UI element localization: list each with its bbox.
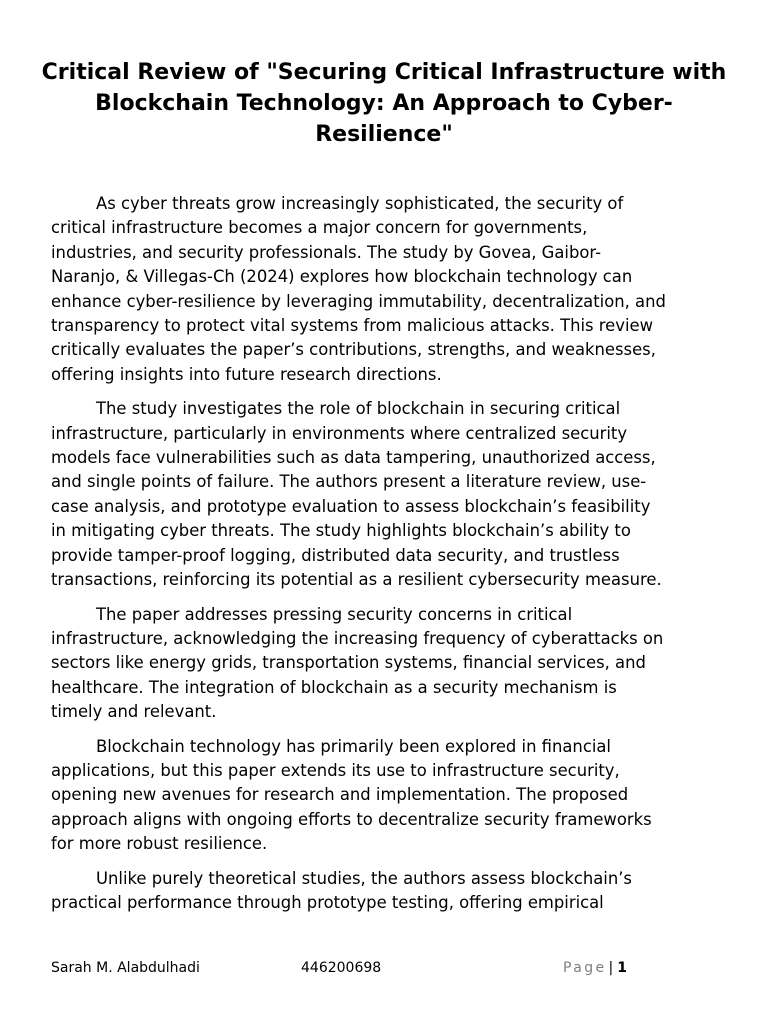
paragraph-intro: As cyber threats grow increasingly sophisticated, the security of critical infrastructure becomes a major concern for governments, industries, and security professionals. The study by Govea, Gaibor- Naranjo, & Villegas-Ch (2024) explores how blockchain technology can enhance cyber-resilience by leveraging immutability, decentralization, and transparency to protect vital systems from malicious attacks. This review critically evaluates the paper’s contributions, strengths, and weaknesses, offering insights into future research directions. [51,194,666,384]
footer-author: Sarah M. Alabdulhadi [51,960,200,976]
footer-page-number: 1 [617,960,627,976]
page-title: Critical Review of "Securing Critical Infrastructure with Blockchain Technology: An Approach to Cyber-Resilience" [41,60,727,147]
paragraph-summary: The study investigates the role of blockchain in securing critical infrastructure, particularly in environments where centralized security models face vulnerabilities such as data tampering, unauthorized access, and single points of failure. The authors present a literature review, use- case analysis, and prototype evaluation to assess blockchain’s feasibility in mitigating cyber threats. The study highlights blockchain’s ability to provide tamper-proof logging, distributed data security, and trustless transactions, reinforcing its potential as a resilient cybersecurity measure. [51,399,662,590]
footer-page-indicator [563,958,627,978]
footer-page-label: Page [563,960,607,976]
footer-separator: | [608,960,614,976]
paragraph-relevance: The paper addresses pressing security concerns in critical infrastructure, acknowledging the increasing frequency of cyberattacks on sectors like energy grids, transportation systems, financial services, and healthcare. The integration of blockchain as a security mechanism is timely and relevant. [51,604,664,722]
document-body [51,192,721,925]
paragraph-empirical: Unlike purely theoretical studies, the authors assess blockchain’s practical performance through prototype testing, offering empirical [51,868,632,912]
footer-student-id: 446200698 [301,960,382,976]
page-footer [0,958,768,980]
paragraph-novelty: Blockchain technology has primarily been explored in financial applications, but this paper extends its use to infrastructure security, opening new avenues for research and implementation. The proposed approach aligns with ongoing efforts to decentralize security frameworks for more robust resilience. [51,736,652,854]
